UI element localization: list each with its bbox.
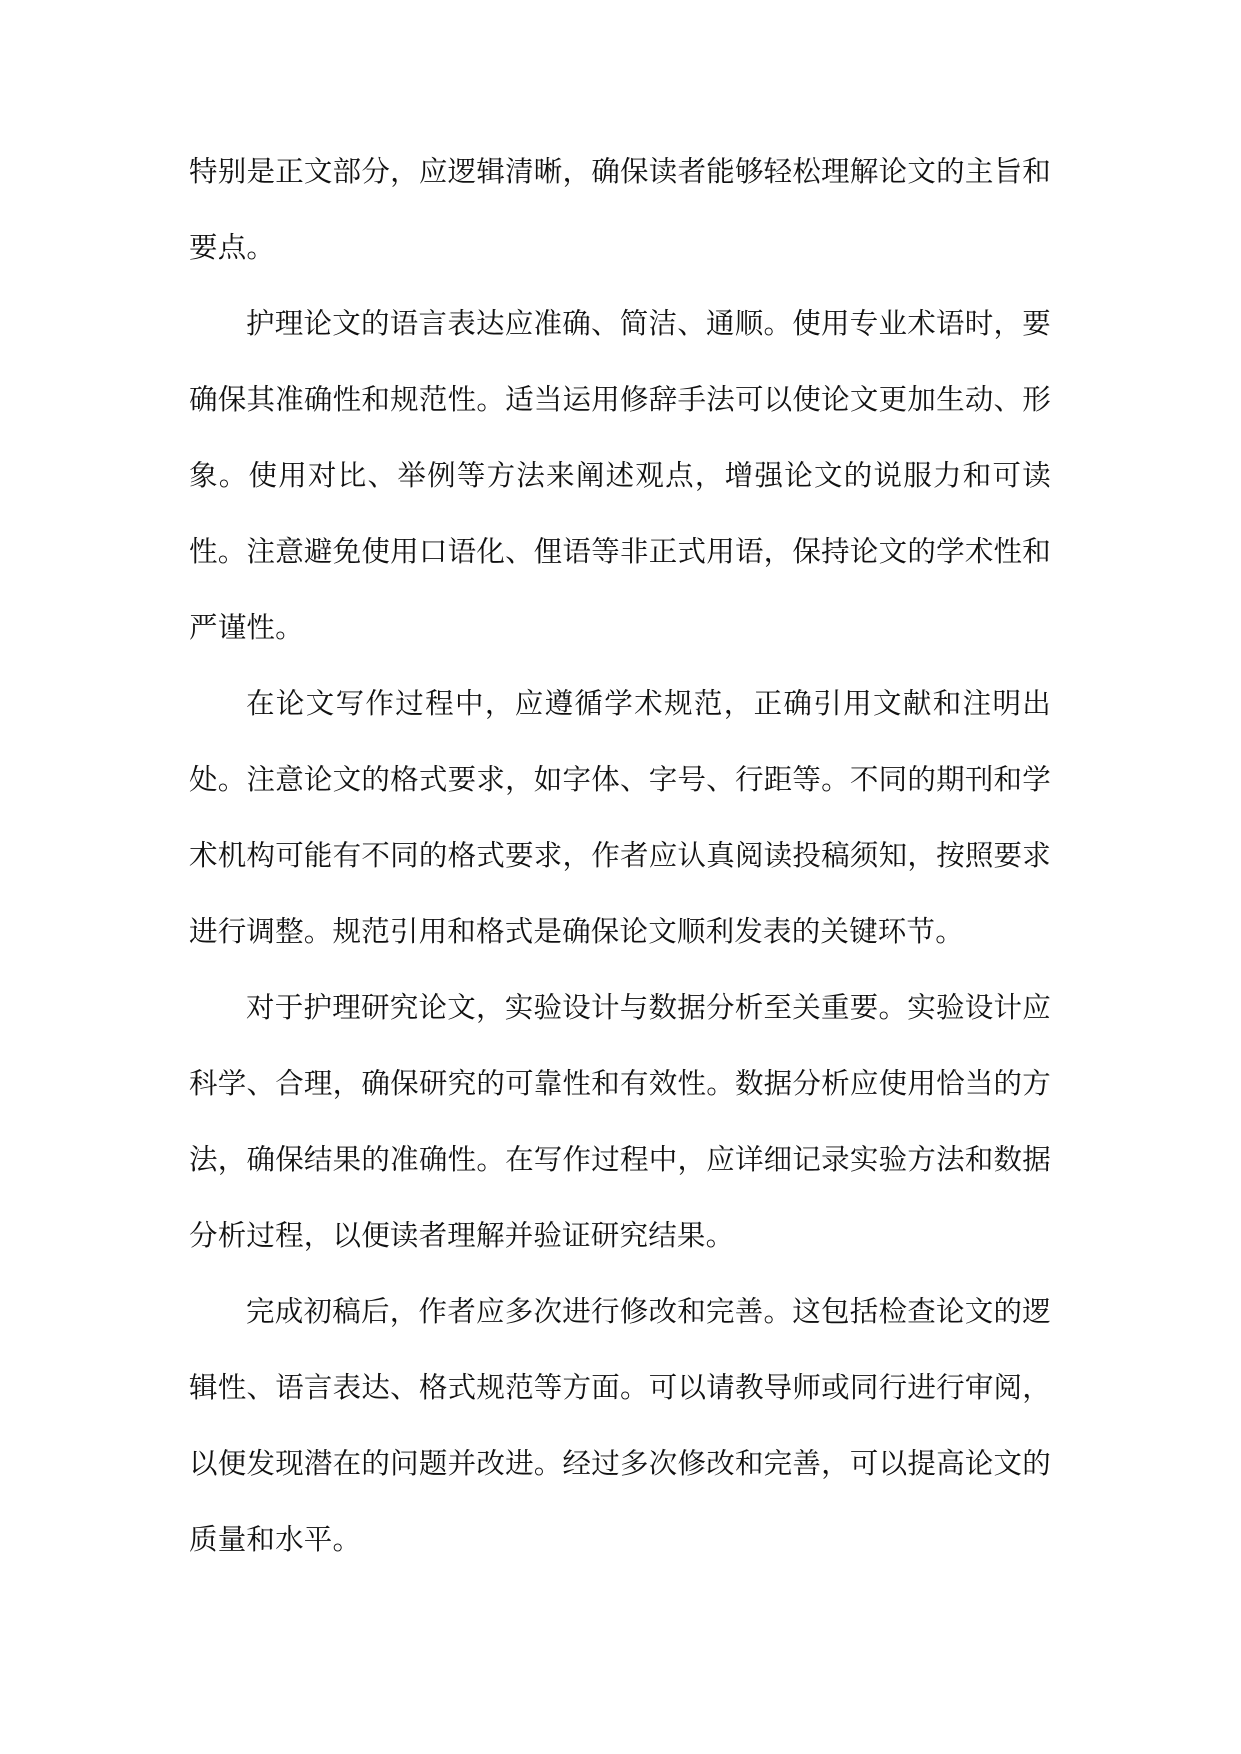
paragraph-academic-norms: 在论文写作过程中，应遵循学术规范，正确引用文献和注明出处。注意论文的格式要求，如字体、字号、行距等。不同的期刊和学术机构可能有不同的格式要求，作者应认真阅读投稿须知，按照要求进行调整。规范引用和格式是确保论文顺利发表的关键环节。 (189, 687, 1051, 948)
paragraph-revision: 完成初稿后，作者应多次进行修改和完善。这包括检查论文的逻辑性、语言表达、格式规范等方面。可以请教导师或同行进行审阅，以便发现潜在的问题并改进。经过多次修改和完善，可以提高论文的质量和水平。 (189, 1295, 1051, 1556)
paragraph-experiment-design: 对于护理研究论文，实验设计与数据分析至关重要。实验设计应科学、合理，确保研究的可靠性和有效性。数据分析应使用恰当的方法，确保结果的准确性。在写作过程中，应详细记录实验方法和数据分析过程，以便读者理解并验证研究结果。 (189, 991, 1051, 1252)
document-body (189, 134, 1051, 1578)
paragraph-continued: 特别是正文部分，应逻辑清晰，确保读者能够轻松理解论文的主旨和要点。 (189, 155, 1051, 264)
paragraph-language-expression: 护理论文的语言表达应准确、简洁、通顺。使用专业术语时，要确保其准确性和规范性。适当运用修辞手法可以使论文更加生动、形象。使用对比、举例等方法来阐述观点，增强论文的说服力和可读性。注意避免使用口语化、俚语等非正式用语，保持论文的学术性和严谨性。 (189, 307, 1051, 644)
